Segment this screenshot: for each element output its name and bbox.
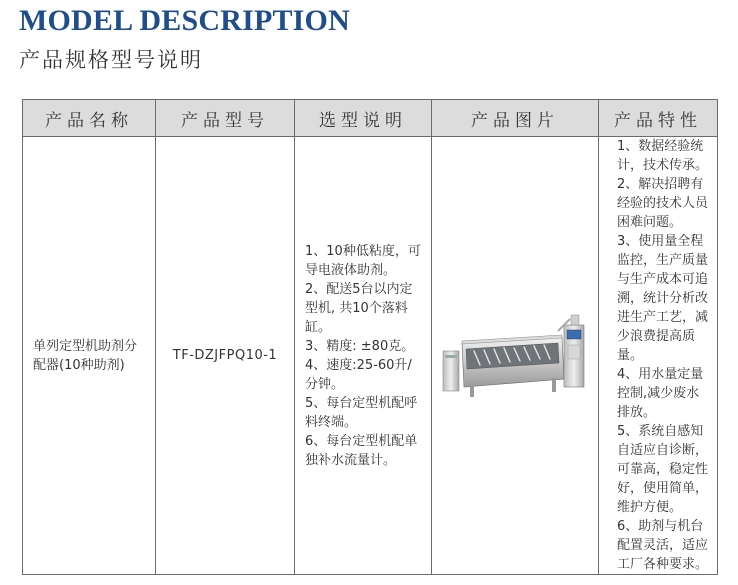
table-header-row [23,100,718,137]
feature-item: 3、使用量全程监控，生产质量与生产成本可追溯，统计分析改进生产工艺，减少浪费提高质量。 [617,234,709,363]
selection-notes-cell [295,137,432,575]
selection-note-item: 6、每台定型机配单独补水流量计。 [305,433,418,468]
page-title-english: MODEL DESCRIPTION [19,4,350,37]
selection-note-item: 5、每台定型机配呼料终端。 [305,395,418,430]
header-product-image: 产品图片 [432,100,599,137]
feature-item: 6、助剂与机台配置灵活，适应工厂各种要求。 [617,519,709,572]
header-product-model: 产品型号 [156,100,295,137]
product-name: 单列定型机助剂分配器(10种助剂) [33,338,138,373]
selection-note-item: 2、配送5台以内定型机, 共10个落料缸。 [305,281,413,335]
product-machine-image [440,311,590,401]
product-spec-table [22,99,718,575]
product-features-cell [599,137,718,575]
page-title-chinese: 产品规格型号说明 [19,48,203,72]
header-product-name: 产品名称 [23,100,156,137]
feature-item: 5、系统自感知自适应自诊断，可靠高，稳定性好，使用简单，维护方便。 [617,424,709,515]
product-name-cell [23,137,156,575]
selection-note-item: 3、精度: ±80克。 [305,338,415,354]
model-number-cell [156,137,295,575]
header-selection-notes: 选型说明 [295,100,432,137]
selection-note-item: 1、10种低粘度，可导电液体助剂。 [305,243,421,278]
model-number: TF-DZJFPQ10-1 [172,348,278,363]
selection-note-item: 4、速度:25-60升/分钟。 [305,357,412,392]
table-row [23,137,718,575]
header-product-features: 产品特性 [599,100,718,137]
product-image-cell [432,137,599,575]
feature-item: 2、解决招聘有经验的技术人员困难问题。 [617,177,709,230]
feature-item: 1、数据经验统计，技术传承。 [617,139,709,173]
feature-item: 4、用水量定量控制,减少废水排放。 [617,367,704,420]
